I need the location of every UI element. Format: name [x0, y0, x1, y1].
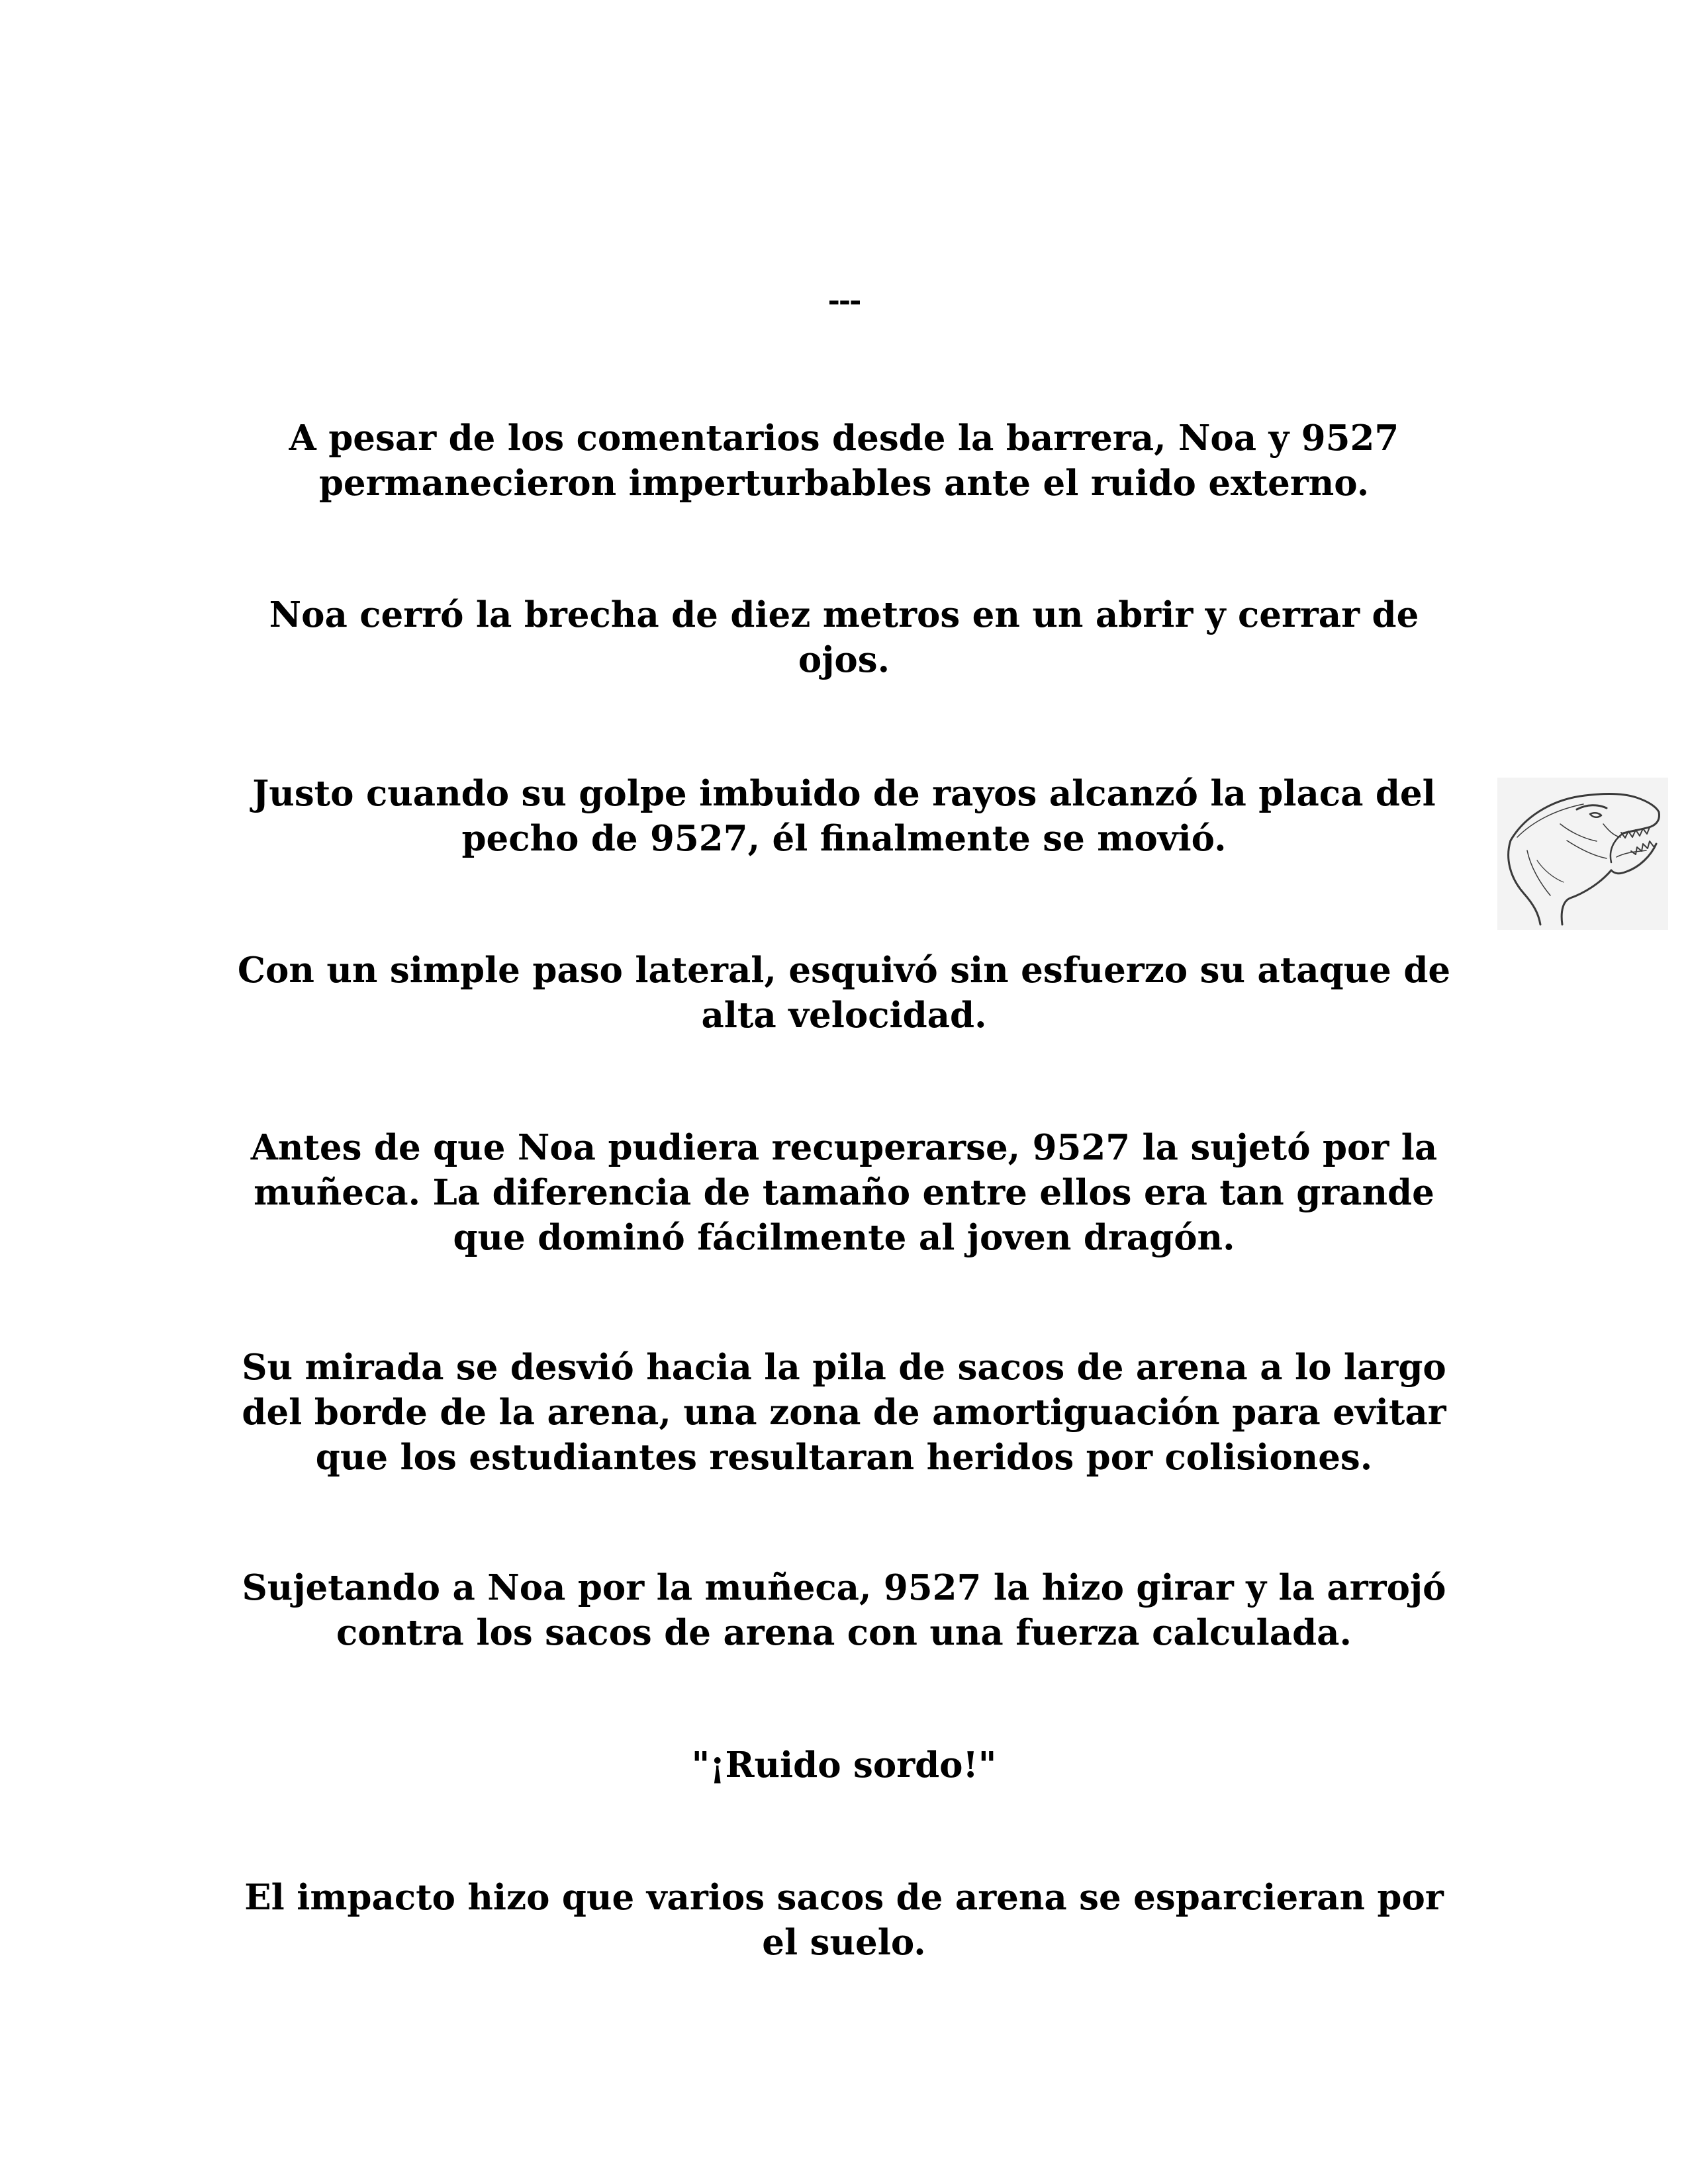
dinosaur-head-sketch-icon	[1497, 778, 1668, 930]
paragraph-9: El impacto hizo que varios sacos de arena se esparcieran por el suelo.	[244, 1877, 1444, 1963]
paragraph-5: Antes de que Noa pudiera recuperarse, 9527 la sujetó por la muñeca. La diferencia de tamaño entre ellos era tan grande que dominó fácilmente al joven dragón.	[250, 1127, 1438, 1258]
paragraph-3: Justo cuando su golpe imbuido de rayos alcanzó la placa del pecho de 9527, él finalmente se movió.	[252, 773, 1436, 859]
paragraph-8-dialogue: "¡Ruido sordo!"	[691, 1745, 997, 1786]
section-separator: ---	[827, 284, 861, 318]
paragraph-7: Sujetando a Noa por la muñeca, 9527 la hizo girar y la arrojó contra los sacos de arena con una fuerza calculada.	[242, 1567, 1446, 1653]
paragraph-2: Noa cerró la brecha de diez metros en un abrir y cerrar de ojos.	[269, 594, 1419, 680]
paragraph-4: Con un simple paso lateral, esquivó sin esfuerzo su ataque de alta velocidad.	[237, 950, 1451, 1036]
paragraph-6: Su mirada se desvió hacia la pila de sacos de arena a lo largo del borde de la arena, una zona de amortiguación para evitar que los estudiantes resultaran heridos por colisiones.	[242, 1347, 1446, 1478]
paragraph-1: A pesar de los comentarios desde la barrera, Noa y 9527 permanecieron imperturbables ante el ruido externo.	[289, 418, 1399, 504]
